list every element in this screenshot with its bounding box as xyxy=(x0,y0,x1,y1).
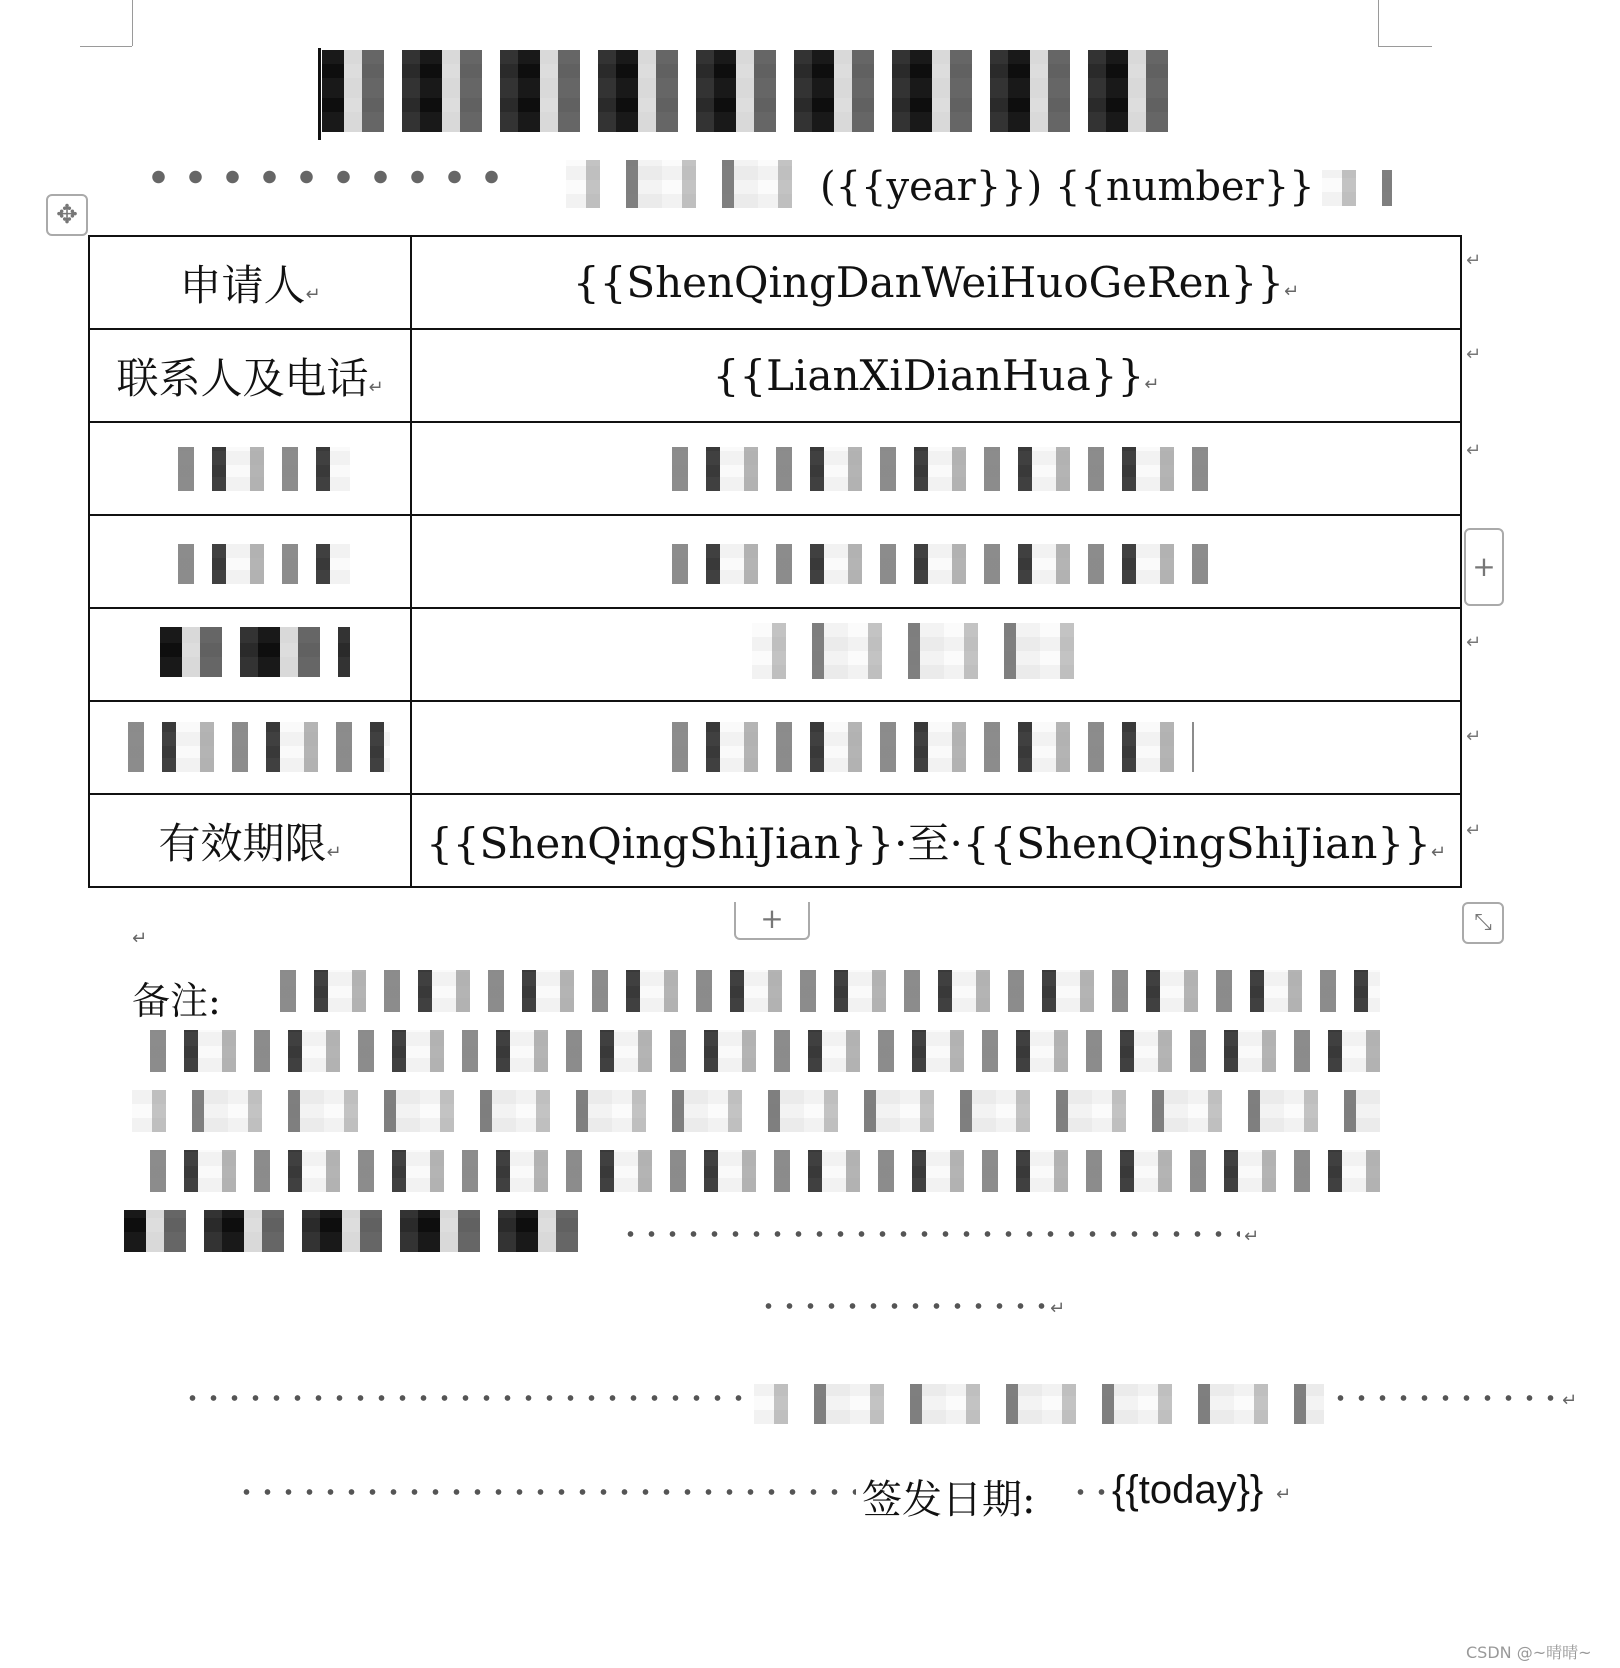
sign-date-label: 签发日期: xyxy=(862,1477,1036,1523)
redacted-value xyxy=(654,722,1194,772)
validity-label-cell[interactable]: 有效期限↵ xyxy=(89,794,411,887)
paragraph-mark-icon: ↵ xyxy=(132,928,148,949)
resize-icon: ⤡ xyxy=(1474,910,1492,935)
row-end-mark-icon: ↵ xyxy=(1466,440,1482,461)
crop-mark-top-left-v xyxy=(132,0,133,46)
redacted-subtitle-prefix xyxy=(566,160,810,208)
redacted-remarks-line-2 xyxy=(132,1030,1380,1072)
paragraph-mark-icon: ↵ xyxy=(1430,841,1446,863)
redacted-label-cell[interactable] xyxy=(89,701,411,794)
title-cursor xyxy=(318,48,321,140)
paragraph-mark-icon: ↵ xyxy=(326,841,342,863)
redacted-value xyxy=(654,447,1214,491)
table-row xyxy=(89,236,1461,329)
table-move-handle[interactable] xyxy=(46,194,88,236)
crop-mark-top-right-v xyxy=(1378,0,1379,46)
add-column-button[interactable] xyxy=(1464,528,1504,606)
plus-icon: + xyxy=(760,902,784,935)
redacted-value-cell[interactable] xyxy=(411,422,1461,515)
plus-icon: + xyxy=(1472,550,1496,583)
contact-label-cell[interactable]: 联系人及电话↵ xyxy=(89,329,411,422)
table-row xyxy=(89,608,1461,701)
leading-dots xyxy=(140,168,512,186)
redacted-value xyxy=(654,544,1214,584)
contact-value-cell[interactable]: {{LianXiDianHua}}↵ xyxy=(411,329,1461,422)
redacted-value xyxy=(752,623,1092,679)
issuer-trailing-dots xyxy=(1330,1392,1560,1404)
paragraph-mark-icon: ↵ xyxy=(1144,374,1160,395)
paragraph-mark-icon: ↵ xyxy=(305,283,321,305)
crop-mark-top-right-h xyxy=(1378,46,1432,47)
redacted-issuer xyxy=(754,1384,1324,1424)
redacted-label-cell[interactable] xyxy=(89,515,411,608)
paragraph-mark-icon: ↵ xyxy=(1244,1226,1260,1247)
validity-value-cell[interactable]: {{ShenQingShiJian}}·至·{{ShenQingShiJian}}↵ xyxy=(411,794,1461,887)
remarks-label: 备注: xyxy=(132,979,221,1023)
applicant-value-cell[interactable]: {{ShenQingDanWeiHuoGeRen}}↵ xyxy=(411,236,1461,329)
table-row xyxy=(89,329,1461,422)
crop-mark-top-left-h xyxy=(80,46,132,47)
add-row-button[interactable] xyxy=(734,902,810,940)
redacted-value-cell[interactable] xyxy=(411,515,1461,608)
redacted-label xyxy=(160,447,350,491)
date-leading-dots xyxy=(236,1486,856,1498)
applicant-label-cell[interactable]: 申请人↵ xyxy=(89,236,411,329)
row-end-mark-icon: ↵ xyxy=(1466,250,1482,271)
watermark: CSDN @~晴晴~ xyxy=(1466,1643,1592,1662)
redacted-label xyxy=(160,627,350,677)
table-row xyxy=(89,701,1461,794)
paragraph-mark-icon: ↵ xyxy=(1284,281,1300,302)
table-row xyxy=(89,422,1461,515)
redacted-title xyxy=(322,50,1182,132)
paragraph-mark-icon: ↵ xyxy=(1276,1484,1292,1505)
redacted-remarks-line-3 xyxy=(132,1090,1380,1132)
form-table xyxy=(88,235,1462,888)
redacted-label xyxy=(110,722,390,772)
row-end-mark-icon: ↵ xyxy=(1466,344,1482,365)
issuer-leading-dots xyxy=(182,1392,752,1404)
paragraph-mark-icon: ↵ xyxy=(368,376,384,398)
date-gap-dots xyxy=(1070,1486,1112,1498)
redacted-label xyxy=(160,544,350,584)
blank-dots-line xyxy=(758,1300,1048,1312)
redacted-value-cell[interactable] xyxy=(411,701,1461,794)
table-resize-handle[interactable] xyxy=(1462,902,1504,944)
redacted-remarks-line-1 xyxy=(262,970,1380,1012)
redacted-remarks-line-5 xyxy=(124,1210,584,1252)
row-end-mark-icon: ↵ xyxy=(1466,726,1482,747)
redacted-label-cell[interactable] xyxy=(89,608,411,701)
table-row xyxy=(89,515,1461,608)
redacted-label-cell[interactable] xyxy=(89,422,411,515)
redacted-value-cell[interactable] xyxy=(411,608,1461,701)
table-row xyxy=(89,794,1461,887)
redacted-remarks-line-4 xyxy=(132,1150,1380,1192)
redacted-subtitle-suffix xyxy=(1322,170,1392,206)
move-icon: ✥ xyxy=(56,200,78,230)
row-end-mark-icon: ↵ xyxy=(1466,632,1482,653)
paragraph-mark-icon: ↵ xyxy=(1562,1390,1578,1411)
today-placeholder: {{today}} xyxy=(1112,1468,1264,1512)
subtitle-template: ({{year}}) {{number}} xyxy=(820,164,1315,210)
remarks-trailing-dots xyxy=(620,1228,1240,1240)
paragraph-mark-icon: ↵ xyxy=(1050,1298,1066,1319)
row-end-mark-icon: ↵ xyxy=(1466,820,1482,841)
